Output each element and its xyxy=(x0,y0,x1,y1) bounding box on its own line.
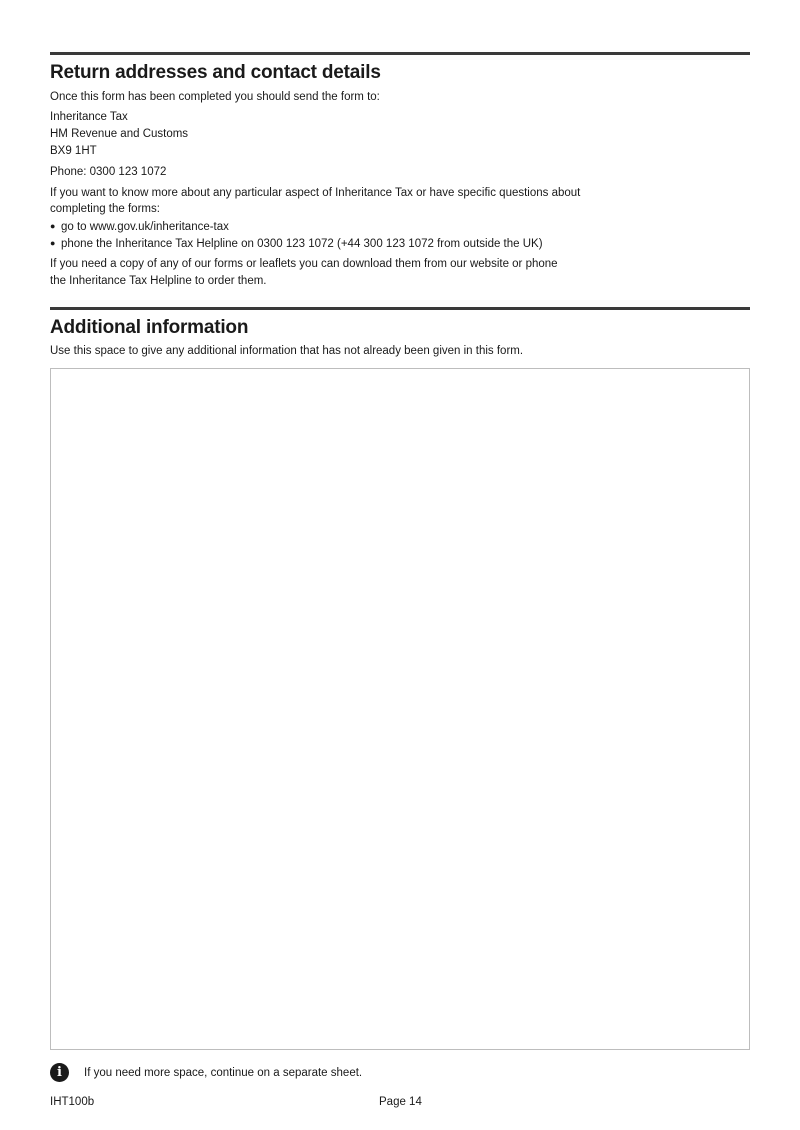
section-divider-additional xyxy=(50,307,750,310)
address-line-3: BX9 1HT xyxy=(50,145,97,157)
bullet-text: go to www.gov.uk/inheritance-tax xyxy=(61,221,229,233)
more-info-line-1: If you want to know more about any particular aspect of Inheritance Tax or have specific questions about xyxy=(50,187,581,199)
additional-information-field[interactable] xyxy=(50,368,750,1050)
copy-line-1: If you need a copy of any of our forms or leaflets you can download them from our website or phone xyxy=(50,258,558,270)
return-intro: Once this form has been completed you should send the form to: xyxy=(50,91,380,103)
bullet-icon: ● xyxy=(50,238,56,248)
info-icon: i xyxy=(50,1063,69,1082)
address-line-2: HM Revenue and Customs xyxy=(50,128,189,140)
additional-instruction: Use this space to give any additional information that has not already been given in this form. xyxy=(50,345,524,357)
address-line-1: Inheritance Tax xyxy=(50,111,128,123)
bullet-text: phone the Inheritance Tax Helpline on 0300 123 1072 (+44 300 123 1072 from outside the UK) xyxy=(61,238,543,250)
continuation-note: If you need more space, continue on a separate sheet. xyxy=(84,1067,363,1079)
phone-number: Phone: 0300 123 1072 xyxy=(50,166,167,178)
bullet-icon: ● xyxy=(50,221,56,231)
list-item xyxy=(50,235,543,252)
form-code: IHT100b xyxy=(50,1096,95,1108)
page-number: Page 14 xyxy=(379,1096,422,1108)
return-heading: Return addresses and contact details xyxy=(50,62,381,83)
section-divider-return xyxy=(50,52,750,55)
more-info-line-2: completing the forms: xyxy=(50,203,160,215)
additional-heading: Additional information xyxy=(50,317,249,338)
copy-line-2: the Inheritance Tax Helpline to order them. xyxy=(50,275,267,287)
list-item xyxy=(50,218,229,235)
